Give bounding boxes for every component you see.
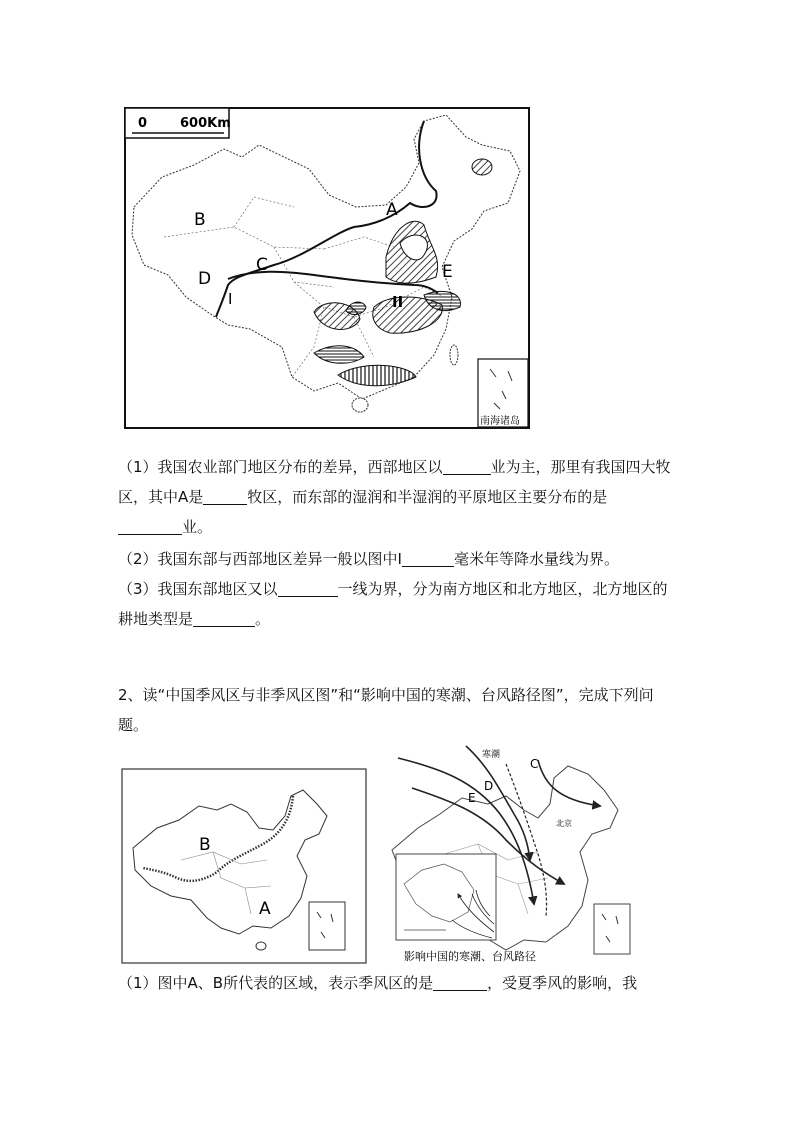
monsoon-label-a: A (259, 899, 271, 919)
coldwave-typhoon-map (378, 744, 664, 968)
answer-blank[interactable] (203, 487, 247, 505)
agriculture-map (124, 107, 530, 429)
paths-label-cold-wave: 寒潮 (482, 750, 501, 760)
s1-question-1 (118, 452, 678, 542)
typhoon-inset (396, 854, 496, 940)
map-frame (125, 108, 529, 428)
paths-label-beijing: 北京 (556, 819, 572, 828)
s1-question-2 (118, 544, 678, 574)
monsoon-inset (309, 902, 345, 950)
map1-letter-d: D (198, 269, 212, 289)
taiwan-island (450, 345, 458, 365)
paths-south-sea-inset (594, 904, 630, 954)
s2-question-1 (118, 968, 678, 998)
s1-q2-part2: 毫米年等降水量线为界。 (453, 550, 619, 568)
s2-q1-part2: ，受夏季风的影响，我 (487, 974, 638, 992)
s1-q1-part3: 牧区，而东部的湿润和半湿润的平原地区主要分布的是 (247, 488, 608, 506)
map1-letter-b: B (194, 210, 206, 230)
map1-letter-e: E (442, 262, 453, 282)
s1-q1-part4: 业。 (182, 518, 213, 536)
s2-q1-part1: （1）图中A、B所代表的区域，表示季风区的是 (118, 974, 434, 992)
answer-blank[interactable] (443, 457, 491, 475)
s1-q1-part2: 业为主，那里有我国四大牧区，其中A是 (118, 458, 671, 506)
hainan-island (352, 398, 368, 412)
s1-question-3 (118, 574, 678, 634)
s1-q3-part1: （3）我国东部地区又以 (118, 580, 278, 598)
map1-letter-c: C (256, 255, 268, 275)
answer-blank[interactable] (118, 517, 182, 535)
scale-label: 600Km (180, 116, 231, 131)
map1-letter-a: A (386, 200, 398, 220)
answer-blank[interactable] (278, 579, 338, 597)
map1-letter-i: I (228, 290, 233, 308)
s2-intro: 2、读“中国季风区与非季风区图”和“影响中国的寒潮、台风路径图”，完成下列问题。 (118, 686, 654, 734)
s1-q2-part1: （2）我国东部与西部地区差异一般以图中I (118, 550, 402, 568)
paths-label-c: C (530, 757, 539, 771)
s1-q3-part3: 。 (255, 610, 271, 628)
monsoon-label-b: B (199, 835, 211, 855)
s1-q3-part2: 一线为界，分为南方地区和北方地区，北方地区的耕地类型是 (118, 580, 668, 628)
s1-q1-part1: （1）我国农业部门地区分布的差异，西部地区以 (118, 458, 443, 476)
answer-blank[interactable] (433, 973, 487, 991)
paths-map-caption: 影响中国的寒潮、台风路径 (404, 950, 536, 963)
map1-letter-ii: II (392, 293, 404, 311)
monsoon-map (121, 768, 367, 964)
paths-label-d: D (484, 779, 494, 793)
scale-zero: 0 (138, 116, 148, 131)
inset-caption: 南海诸岛 (480, 416, 520, 427)
answer-blank[interactable] (193, 609, 255, 627)
answer-blank[interactable] (402, 549, 454, 567)
paths-label-e: E (468, 791, 476, 805)
